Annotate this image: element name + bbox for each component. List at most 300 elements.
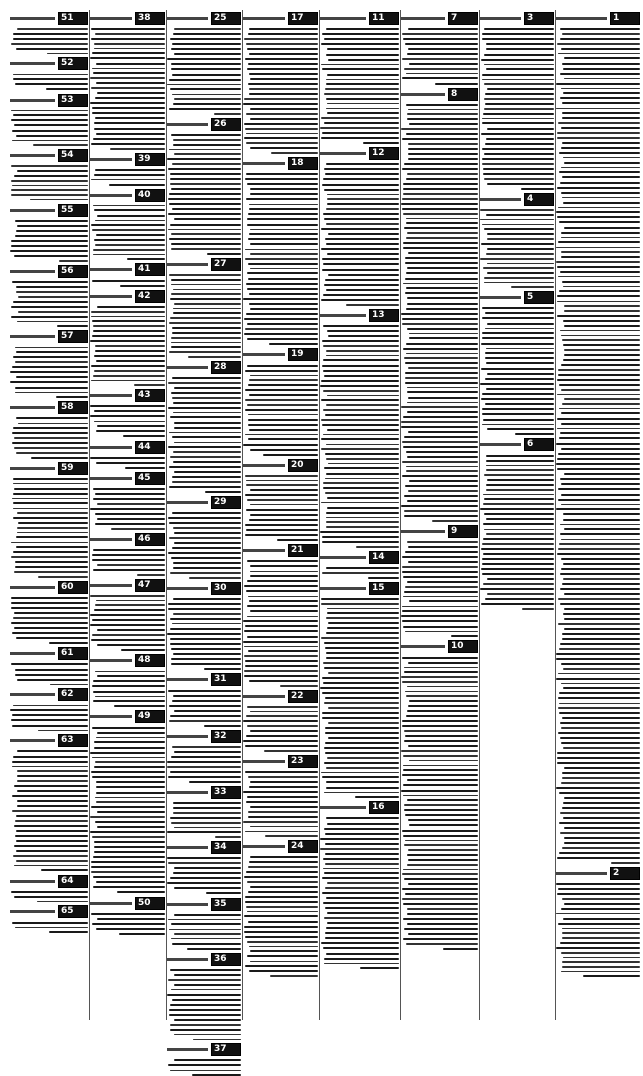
text-line xyxy=(409,480,478,482)
entry-heading-line xyxy=(320,556,366,559)
text-line xyxy=(14,124,88,126)
text-line xyxy=(557,762,640,764)
text-line xyxy=(95,523,165,525)
text-line xyxy=(250,188,318,190)
entry-number: 5 xyxy=(527,292,534,303)
text-line xyxy=(558,207,640,209)
entry-number-badge xyxy=(448,88,478,101)
entry-text xyxy=(167,28,241,115)
text-line xyxy=(557,187,640,189)
text-line xyxy=(247,616,318,618)
text-line xyxy=(325,492,399,494)
entry-number: 58 xyxy=(61,402,74,413)
entry-heading-line xyxy=(90,194,132,197)
entry-text xyxy=(556,28,640,863)
text-line xyxy=(246,801,318,803)
text-line xyxy=(250,268,318,270)
text-line xyxy=(250,826,318,828)
text-line xyxy=(168,603,241,605)
entry-number: 57 xyxy=(61,331,74,342)
text-line xyxy=(92,107,165,109)
entry-heading-line xyxy=(90,446,132,449)
entry-heading-line xyxy=(90,477,132,480)
entry-header xyxy=(10,401,88,414)
text-line xyxy=(407,913,478,915)
text-line xyxy=(324,747,399,749)
text-line xyxy=(564,227,640,229)
text-line xyxy=(406,104,478,106)
text-line xyxy=(243,821,318,823)
entry-number-badge xyxy=(369,309,399,322)
text-line xyxy=(563,344,640,346)
text-line xyxy=(92,757,165,759)
text-line xyxy=(244,876,318,878)
text-line xyxy=(561,742,640,744)
text-line xyxy=(96,600,165,602)
text-line xyxy=(562,117,640,119)
entry-header xyxy=(401,640,478,653)
text-line xyxy=(560,271,640,273)
text-line xyxy=(90,57,165,59)
text-line xyxy=(92,619,165,621)
text-line xyxy=(324,93,399,95)
text-line xyxy=(171,756,241,758)
text-line xyxy=(47,53,88,55)
text-line xyxy=(321,228,399,230)
text-line xyxy=(172,476,241,478)
text-line xyxy=(404,844,478,846)
text-line xyxy=(559,852,640,854)
entry-heading-line xyxy=(556,872,607,875)
text-line xyxy=(562,928,640,930)
text-line xyxy=(556,247,640,249)
text-line xyxy=(247,911,318,913)
text-line xyxy=(16,546,88,548)
text-line xyxy=(174,387,241,389)
entry-number-badge xyxy=(135,12,165,25)
text-line xyxy=(168,979,241,981)
text-line xyxy=(250,514,318,516)
text-line xyxy=(403,283,478,285)
text-line xyxy=(91,380,165,382)
text-line xyxy=(326,54,399,56)
text-line xyxy=(326,404,399,406)
text-line xyxy=(95,696,165,698)
text-line xyxy=(326,243,399,245)
entry-header xyxy=(10,330,88,343)
text-line xyxy=(485,598,554,600)
entry-number-badge xyxy=(135,710,165,723)
text-line xyxy=(173,562,241,564)
text-line xyxy=(189,781,241,783)
entry-number-badge xyxy=(211,496,241,509)
text-line xyxy=(483,553,554,555)
text-line xyxy=(17,679,88,681)
text-line xyxy=(173,802,241,804)
text-line xyxy=(170,178,241,180)
text-line xyxy=(169,537,241,539)
entry-number-badge xyxy=(369,147,399,160)
text-line xyxy=(559,171,640,173)
entry-heading-line xyxy=(10,270,55,273)
text-line xyxy=(243,103,318,105)
entry-number: 40 xyxy=(138,189,151,200)
text-line xyxy=(174,427,241,429)
entry-number: 33 xyxy=(214,786,227,797)
text-line xyxy=(248,776,318,778)
text-line xyxy=(562,102,640,104)
text-line xyxy=(557,137,640,139)
text-line xyxy=(167,766,241,768)
text-line xyxy=(93,700,165,702)
text-line xyxy=(174,710,241,712)
entry-header xyxy=(401,88,478,101)
entry-text xyxy=(90,595,165,651)
text-line xyxy=(487,128,554,130)
entry-header xyxy=(401,12,478,25)
text-line xyxy=(402,58,478,60)
entry-number: 37 xyxy=(214,1044,227,1055)
text-line xyxy=(556,947,640,949)
text-line xyxy=(247,404,318,406)
text-line xyxy=(92,52,165,54)
entry-number: 59 xyxy=(61,462,74,473)
entry-number-badge xyxy=(58,57,88,70)
text-line xyxy=(15,83,88,85)
text-line xyxy=(13,617,88,619)
text-line xyxy=(486,214,554,216)
column-divider xyxy=(319,10,320,1020)
text-line xyxy=(401,128,478,130)
text-line xyxy=(270,975,318,977)
text-line xyxy=(96,928,165,930)
text-line xyxy=(483,419,554,421)
text-line xyxy=(325,453,399,455)
text-line xyxy=(560,942,640,944)
text-line xyxy=(327,823,399,825)
text-line xyxy=(326,526,399,528)
entry-number-badge xyxy=(211,730,241,743)
text-line xyxy=(405,631,478,633)
text-line xyxy=(485,103,554,105)
text-line xyxy=(90,614,165,616)
text-line xyxy=(246,484,318,486)
text-line xyxy=(17,321,88,323)
text-line xyxy=(324,828,399,830)
text-line xyxy=(480,219,554,221)
text-line xyxy=(324,963,399,965)
entry-number-badge xyxy=(135,533,165,546)
entry-number-badge xyxy=(58,688,88,701)
text-line xyxy=(557,553,640,555)
text-line xyxy=(322,132,399,134)
text-line xyxy=(321,399,399,401)
text-line xyxy=(13,427,88,429)
entry-number: 22 xyxy=(291,690,304,701)
text-line xyxy=(247,499,318,501)
text-line xyxy=(482,332,554,334)
entry-heading-line xyxy=(167,735,208,738)
text-line xyxy=(564,842,640,844)
text-line xyxy=(109,184,165,186)
text-line xyxy=(174,1019,241,1021)
text-line xyxy=(11,542,88,544)
text-line xyxy=(403,348,478,350)
entry-text xyxy=(320,28,399,144)
text-line xyxy=(171,342,241,344)
entry-header xyxy=(243,459,318,472)
entry-heading-line xyxy=(167,501,208,504)
text-line xyxy=(248,650,318,652)
text-line xyxy=(484,98,554,100)
text-line xyxy=(16,536,88,538)
text-line xyxy=(172,377,241,379)
text-line xyxy=(18,522,88,524)
text-line xyxy=(174,867,241,869)
text-line xyxy=(170,1029,241,1031)
text-line xyxy=(564,354,640,356)
entry-number-badge xyxy=(135,654,165,667)
text-line xyxy=(169,432,241,434)
entry-heading-line xyxy=(243,760,285,763)
text-line xyxy=(169,322,241,324)
text-line xyxy=(16,376,88,378)
text-line xyxy=(248,596,318,598)
text-line xyxy=(435,83,478,85)
text-line xyxy=(401,313,478,315)
text-line xyxy=(484,153,554,155)
text-line xyxy=(171,337,241,339)
entry-number-badge xyxy=(369,801,399,814)
text-line xyxy=(326,289,399,291)
text-line xyxy=(326,787,399,789)
text-line xyxy=(250,108,318,110)
entry-header xyxy=(10,204,88,217)
text-line xyxy=(557,132,640,134)
text-line xyxy=(172,94,241,96)
entry-number-badge xyxy=(288,755,318,768)
text-line xyxy=(134,384,165,386)
text-line xyxy=(171,392,241,394)
text-line xyxy=(174,28,241,30)
text-line xyxy=(13,33,88,35)
text-line xyxy=(405,840,478,842)
text-line xyxy=(487,263,554,265)
entry-heading-line xyxy=(320,587,366,590)
text-line xyxy=(321,137,399,139)
text-line xyxy=(167,882,241,884)
text-line xyxy=(327,74,399,76)
text-line xyxy=(327,627,399,629)
text-line xyxy=(245,660,318,662)
text-line xyxy=(481,398,554,400)
text-line xyxy=(404,730,478,732)
text-line xyxy=(249,600,318,602)
text-line xyxy=(483,583,554,585)
text-line xyxy=(401,676,478,678)
text-line xyxy=(323,682,399,684)
text-line xyxy=(556,261,640,263)
text-line xyxy=(114,705,165,707)
text-line xyxy=(486,518,554,520)
text-line xyxy=(407,402,478,404)
column-divider xyxy=(166,10,167,1020)
text-line xyxy=(559,792,640,794)
text-line xyxy=(328,233,399,235)
text-line xyxy=(93,569,165,571)
text-line xyxy=(16,230,88,232)
text-line xyxy=(173,139,241,141)
text-line xyxy=(482,74,554,76)
text-line xyxy=(562,772,640,774)
text-line xyxy=(482,79,554,81)
entry-number: 27 xyxy=(214,258,227,269)
text-line xyxy=(482,33,554,35)
text-line xyxy=(243,444,318,446)
text-line xyxy=(324,168,399,170)
entry-heading-line xyxy=(401,530,445,533)
entry-number: 12 xyxy=(372,148,385,159)
text-line xyxy=(563,519,640,521)
text-line xyxy=(171,648,241,650)
text-line xyxy=(125,467,165,469)
entry-heading-line xyxy=(401,93,445,96)
text-line xyxy=(12,810,88,812)
text-line xyxy=(245,494,318,496)
text-line xyxy=(326,817,399,819)
entry-number: 44 xyxy=(138,441,151,452)
entry-number-badge xyxy=(135,189,165,202)
text-line xyxy=(323,858,399,860)
text-line xyxy=(173,653,241,655)
entry-text xyxy=(243,706,318,752)
text-line xyxy=(323,263,399,265)
text-line xyxy=(250,193,318,195)
text-line xyxy=(246,906,318,908)
entry-header xyxy=(90,654,165,667)
text-line xyxy=(403,765,478,767)
text-line xyxy=(487,373,554,375)
text-line xyxy=(561,88,640,90)
text-line xyxy=(249,204,318,206)
text-line xyxy=(480,209,554,211)
text-line xyxy=(486,68,554,70)
text-line xyxy=(169,238,241,240)
text-line xyxy=(321,502,399,504)
text-line xyxy=(480,258,554,260)
entry-number: 10 xyxy=(451,641,464,652)
entry-heading-line xyxy=(90,902,132,905)
text-line xyxy=(407,908,478,910)
text-line xyxy=(559,712,640,714)
text-line xyxy=(91,866,165,868)
text-line xyxy=(558,888,640,890)
text-line xyxy=(12,714,88,716)
text-line xyxy=(406,353,478,355)
text-line xyxy=(561,412,640,414)
text-line xyxy=(558,673,640,675)
text-line xyxy=(325,932,399,934)
text-line xyxy=(41,869,88,871)
text-line xyxy=(171,284,241,286)
text-line xyxy=(486,48,554,50)
text-line xyxy=(97,732,165,734)
text-line xyxy=(171,63,241,65)
text-line xyxy=(321,299,399,301)
text-line xyxy=(207,253,241,255)
text-line xyxy=(92,634,165,636)
text-line xyxy=(403,213,478,215)
text-line xyxy=(16,286,88,288)
text-line xyxy=(14,437,88,439)
text-line xyxy=(245,831,318,833)
text-line xyxy=(94,370,165,372)
text-line xyxy=(16,135,88,137)
text-line xyxy=(404,740,478,742)
text-line xyxy=(482,317,554,319)
text-line xyxy=(167,633,241,635)
entry-number: 4 xyxy=(527,193,534,204)
text-line xyxy=(405,551,478,553)
text-line xyxy=(174,218,241,220)
text-line xyxy=(407,710,478,712)
text-line xyxy=(558,374,640,376)
text-line xyxy=(481,548,554,550)
entry-number-badge xyxy=(211,1043,241,1056)
text-line xyxy=(174,98,241,100)
text-line xyxy=(173,103,241,105)
text-line xyxy=(406,466,478,468)
text-line xyxy=(95,671,165,673)
entry-number: 3 xyxy=(527,13,534,23)
text-line xyxy=(16,830,88,832)
text-line xyxy=(563,668,640,670)
entry-number-badge xyxy=(58,581,88,594)
text-line xyxy=(174,914,241,916)
entry-text xyxy=(90,280,165,287)
text-line xyxy=(250,806,318,808)
entry-number: 42 xyxy=(138,290,151,301)
text-line xyxy=(174,933,241,935)
text-line xyxy=(95,513,165,515)
text-line xyxy=(408,148,478,150)
entry-heading-line xyxy=(401,645,445,648)
text-line xyxy=(277,539,318,541)
text-line xyxy=(484,228,554,230)
text-line xyxy=(168,517,241,519)
text-line xyxy=(403,755,478,757)
text-line xyxy=(247,955,318,957)
text-line xyxy=(487,248,554,250)
text-line xyxy=(244,915,318,917)
text-line xyxy=(90,340,165,342)
text-line xyxy=(562,966,640,968)
text-line xyxy=(17,770,88,772)
text-line xyxy=(14,447,88,449)
text-line xyxy=(246,133,318,135)
text-line xyxy=(562,176,640,178)
text-line xyxy=(248,866,318,868)
text-line xyxy=(486,362,554,364)
entry-number: 21 xyxy=(291,545,304,556)
text-line xyxy=(401,505,478,507)
text-line xyxy=(13,301,88,303)
entry-header xyxy=(90,897,165,910)
text-line xyxy=(325,697,399,699)
text-line xyxy=(403,416,478,418)
text-line xyxy=(562,717,640,719)
text-line xyxy=(172,332,241,334)
